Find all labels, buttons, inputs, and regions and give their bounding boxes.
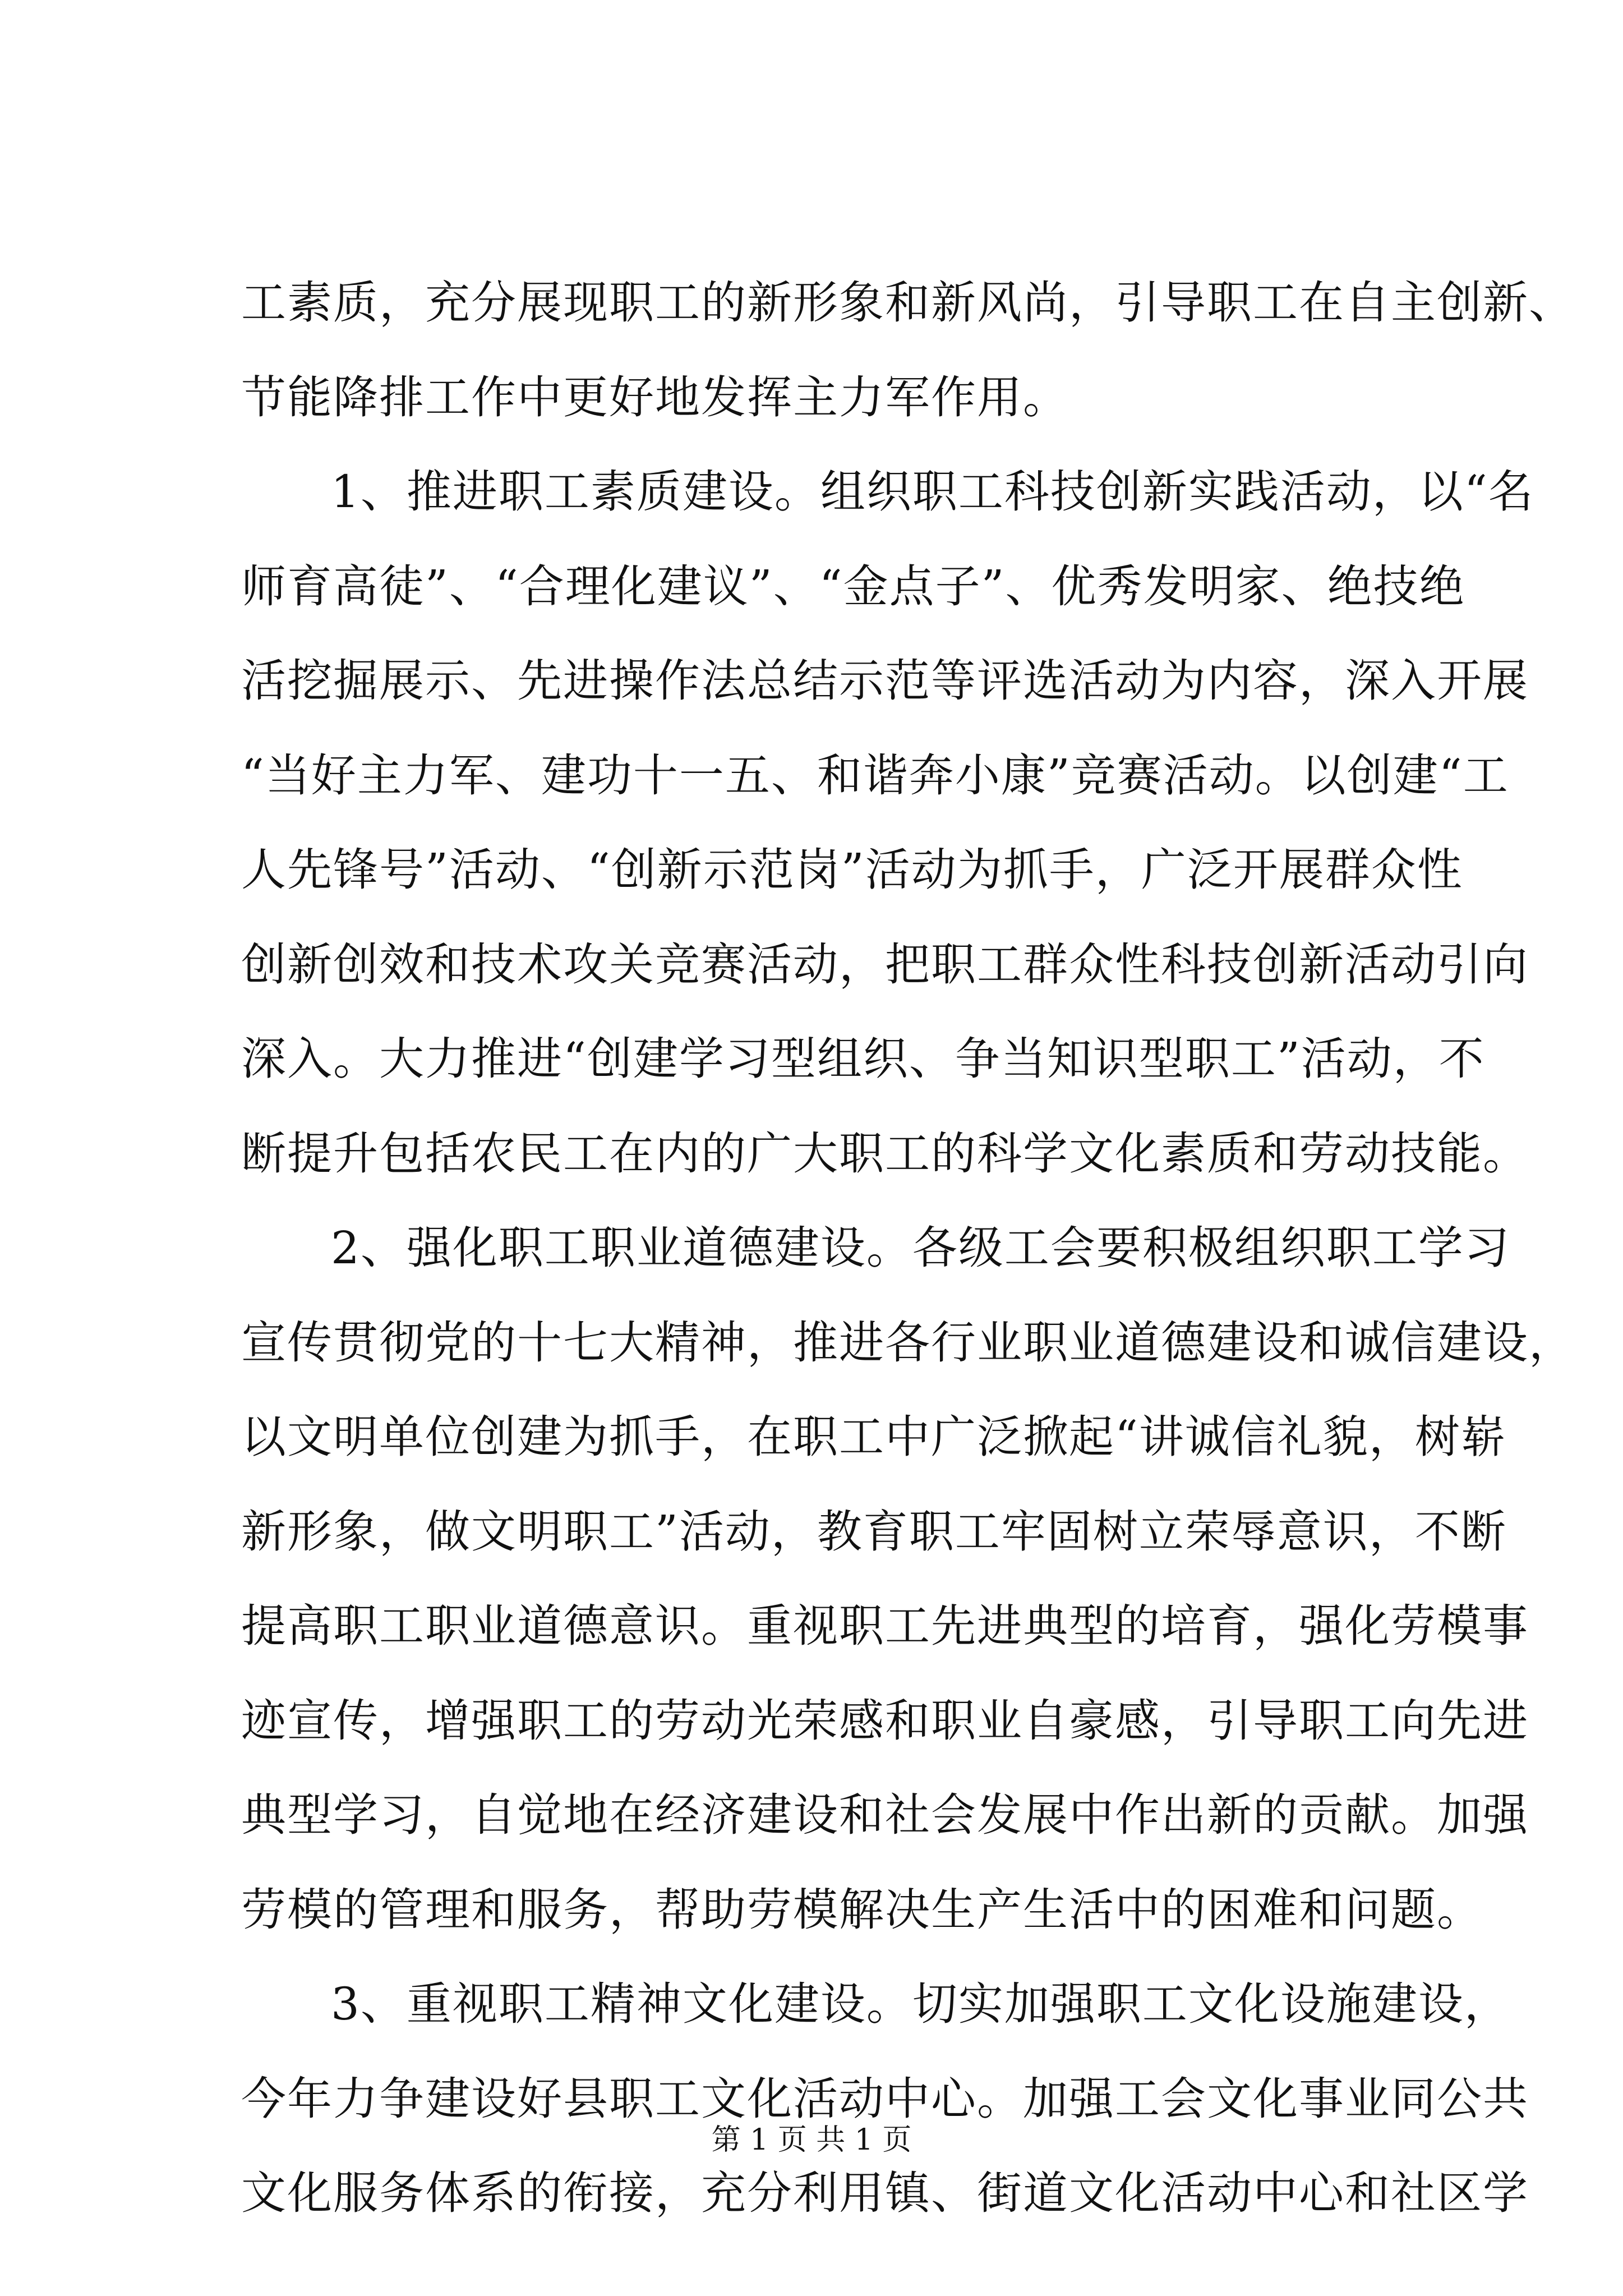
text-line: 文化服务体系的衔接，充分利用镇、街道文化活动中心和社区学 (241, 2167, 1529, 2219)
page-number-label: 第 1 页 共 1 页 (711, 2123, 912, 2157)
paragraph-heading-line: 1、推进职工素质建设。组织职工科技创新实践活动，以“名 (331, 466, 1534, 518)
text-line: 提高职工职业道德意识。重视职工先进典型的培育，强化劳模事 (241, 1600, 1529, 1652)
text-line: 新形象，做文明职工”活动，教育职工牢固树立荣辱意识，不断 (241, 1505, 1507, 1558)
text-line: 典型学习，自觉地在经济建设和社会发展中作出新的贡献。加强 (241, 1789, 1529, 1841)
page-footer (0, 2120, 1623, 2160)
document-body (241, 256, 1575, 2241)
text-line: 师育高徒”、“合理化建议”、“金点子”、优秀发明家、绝技绝 (241, 560, 1465, 613)
text-line: 今年力争建设好县职工文化活动中心。加强工会文化事业同公共 (241, 2072, 1529, 2125)
text-line: 创新创效和技术攻关竞赛活动，把职工群众性科技创新活动引向 (241, 938, 1529, 991)
text-line: 以文明单位创建为抓手，在职工中广泛掀起“讲诚信礼貌，树崭 (241, 1411, 1507, 1463)
paragraph-heading-line: 3、重视职工精神文化建设。切实加强职工文化设施建设， (331, 1978, 1510, 2030)
text-line: 节能降排工作中更好地发挥主力军作用。 (241, 371, 1069, 424)
text-line: 宣传贯彻党的十七大精神，推进各行业职业道德建设和诚信建设， (241, 1316, 1575, 1369)
text-line: 人先锋号”活动、“创新示范岗”活动为抓手，广泛开展群众性 (241, 844, 1463, 896)
text-line: 深入。大力推进“创建学习型组织、争当知识型职工”活动，不 (241, 1033, 1485, 1085)
text-line: 断提升包括农民工在内的广大职工的科学文化素质和劳动技能。 (241, 1127, 1529, 1180)
text-line: “当好主力军、建功十一五、和谐奔小康”竞赛活动。以创建“工 (241, 749, 1509, 802)
text-line: 迹宣传，增强职工的劳动光荣感和职业自豪感，引导职工向先进 (241, 1694, 1529, 1747)
text-line: 劳模的管理和服务，帮助劳模解决生产生活中的困难和问题。 (241, 1883, 1483, 1936)
paragraph-heading-line: 2、强化职工职业道德建设。各级工会要积极组织职工学习 (331, 1222, 1510, 1274)
text-line: 活挖掘展示、先进操作法总结示范等评选活动为内容，深入开展 (241, 655, 1529, 707)
text-line: 工素质，充分展现职工的新形象和新风尚，引导职工在自主创新、 (241, 277, 1575, 329)
